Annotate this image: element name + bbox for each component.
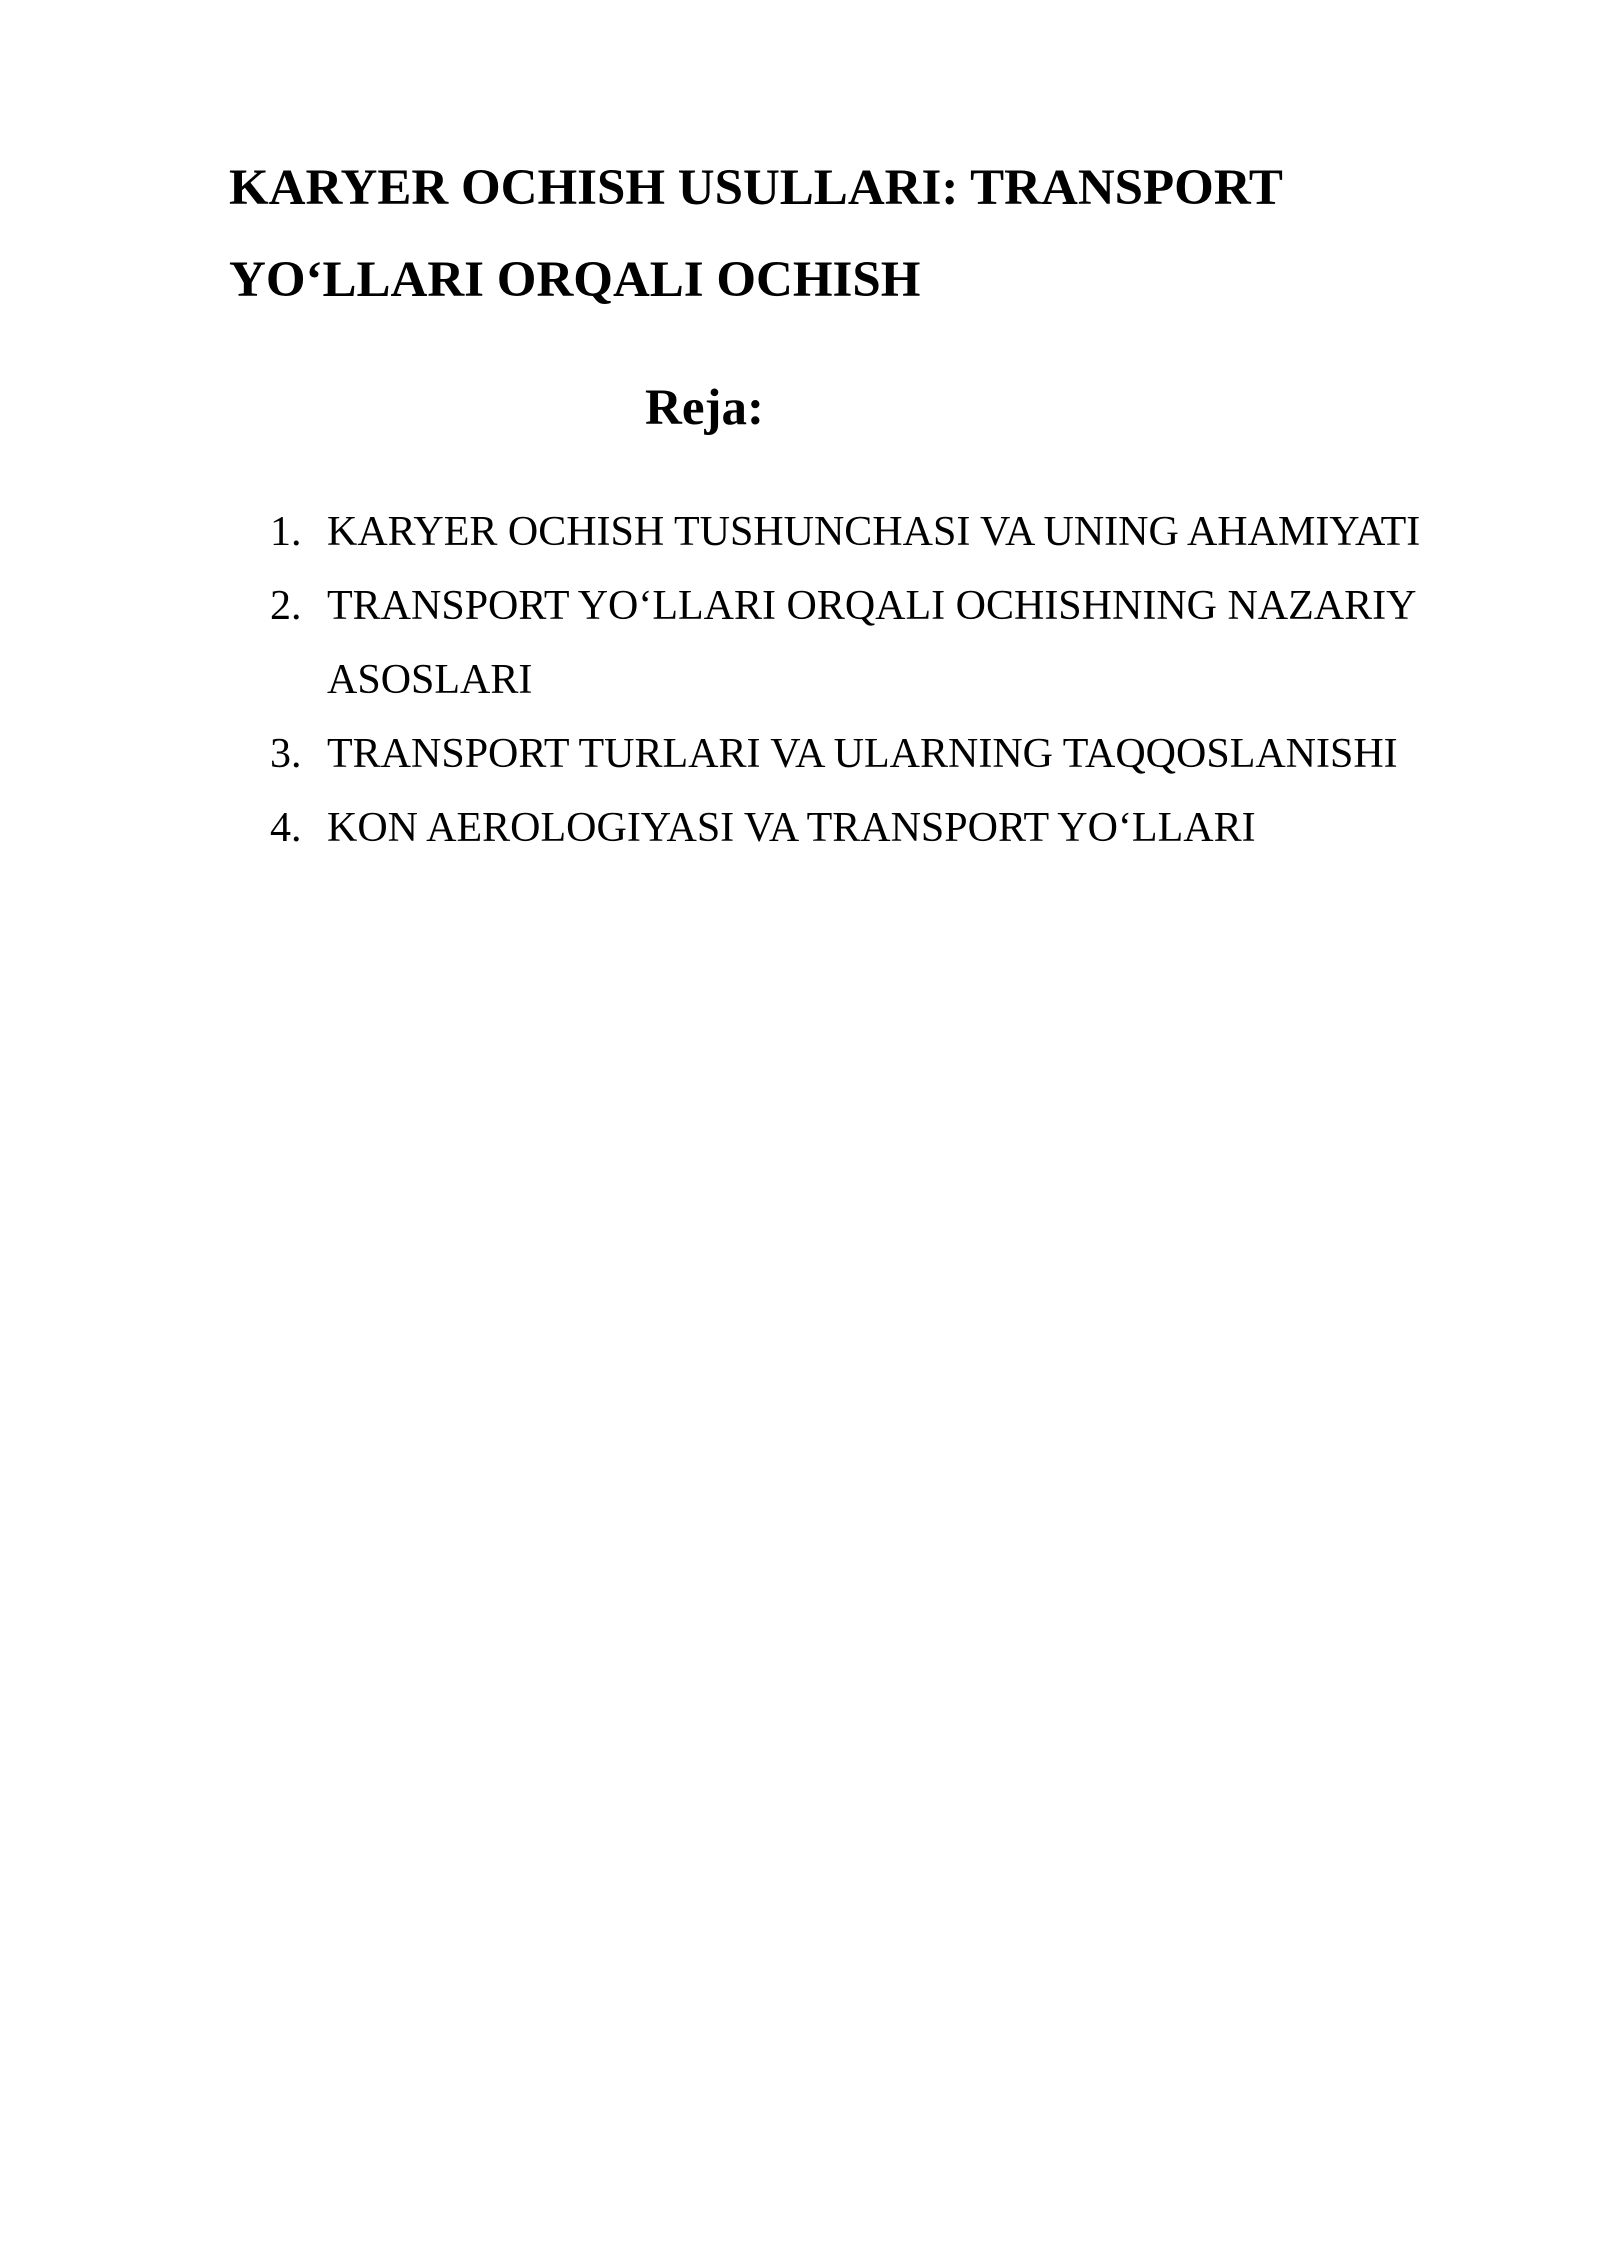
- plan-item-2: [270, 569, 1510, 717]
- plan-list: [270, 495, 1510, 865]
- document-title-line-1: KARYER OCHISH USULLARI: TRANSPORT: [229, 160, 1283, 216]
- plan-heading: Reja:: [645, 380, 764, 436]
- document-title-line-2: YO‘LLARI ORQALI OCHISH: [229, 252, 921, 308]
- plan-item-text: KARYER OCHISH TUSHUNCHASI VA UNING AHAMIYATI: [327, 509, 1421, 555]
- plan-item-3: [270, 717, 1510, 791]
- plan-item-1: [270, 495, 1510, 569]
- plan-item-text: TRANSPORT TURLARI VA ULARNING TAQQOSLANISHI: [327, 731, 1398, 777]
- plan-item-number: 2.: [270, 583, 302, 629]
- plan-item-4: [270, 791, 1510, 865]
- plan-item-text: KON AEROLOGIYASI VA TRANSPORT YO‘LLARI: [327, 805, 1256, 851]
- document-title: [229, 142, 1379, 326]
- plan-item-text: TRANSPORT YO‘LLARI ORQALI OCHISHNING NAZARIY ASOSLARI: [327, 583, 1415, 703]
- plan-item-number: 3.: [270, 731, 302, 777]
- plan-item-number: 1.: [270, 509, 302, 555]
- plan-item-number: 4.: [270, 805, 302, 851]
